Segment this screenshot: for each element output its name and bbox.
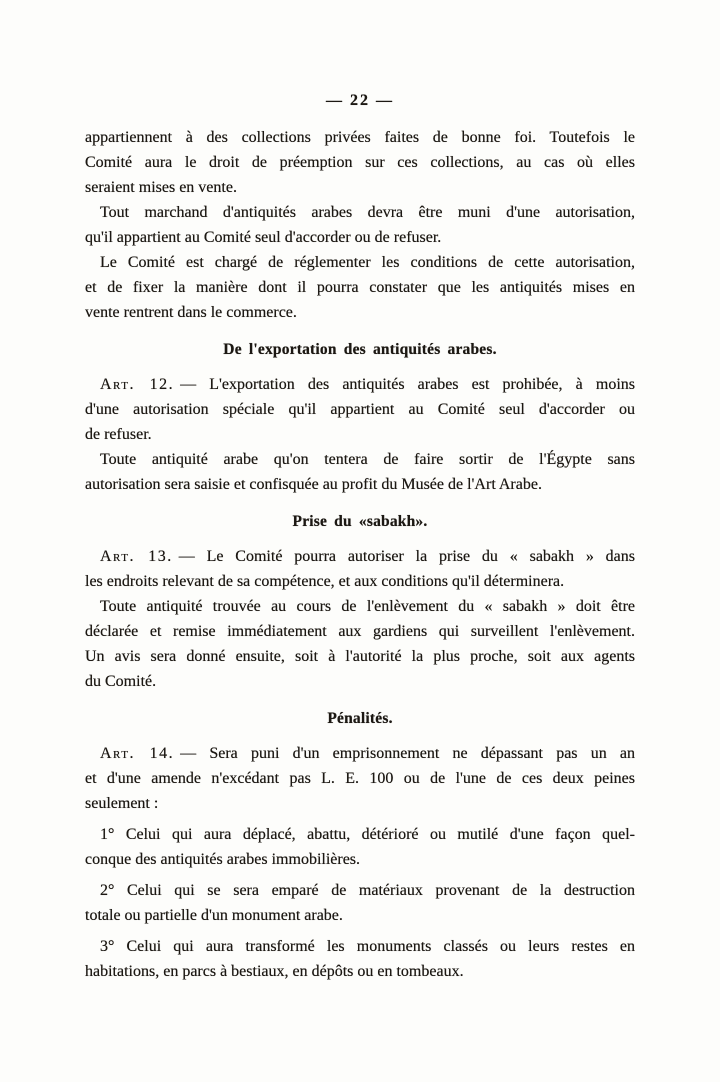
text-line: habitations, en parcs à bestiaux, en dépôts ou en tombeaux. bbox=[85, 963, 464, 980]
heading-penalites: Pénalités. bbox=[327, 710, 393, 727]
text-line-rest: — Le Comité pourra autoriser la prise du « sabakh » dans bbox=[178, 548, 636, 565]
text-line: Toute antiquité trouvée au cours de l'enlèvement du « sabakh » doit être bbox=[100, 598, 635, 615]
paragraph-collections bbox=[85, 125, 635, 200]
text-line bbox=[85, 741, 635, 766]
text-line: vente rentrent dans le commerce. bbox=[85, 304, 297, 321]
text-line: Comité aura le droit de préemption sur ces collections, au cas où elles bbox=[85, 154, 635, 171]
text-line: Un avis sera donné ensuite, soit à l'autorité la plus proche, soit aux agents bbox=[85, 648, 635, 665]
list-item-3 bbox=[85, 934, 635, 984]
text-line: déclarée et remise immédiatement aux gardiens qui surveillent l'enlèvement. bbox=[85, 623, 635, 640]
paragraph-saisie bbox=[85, 447, 635, 497]
paragraph-article-14 bbox=[85, 741, 635, 816]
paragraph-article-13 bbox=[85, 544, 635, 594]
list-item-1 bbox=[85, 822, 635, 872]
text-line bbox=[85, 544, 635, 569]
text-line: les endroits relevant de sa compétence, et aux conditions qu'il déterminera. bbox=[85, 573, 565, 590]
text-line: Tout marchand d'antiquités arabes devra être muni d'une autorisation, bbox=[100, 204, 635, 221]
text-line: de refuser. bbox=[85, 426, 152, 443]
paragraph-antiquite-trouvee bbox=[85, 594, 635, 694]
heading-exportation: De l'exportation des antiquités arabes. bbox=[223, 341, 497, 358]
text-line: Le Comité est chargé de réglementer les conditions de cette autorisation, bbox=[100, 254, 635, 271]
article-label: Art. 12. bbox=[100, 376, 175, 393]
article-label: Art. 14. bbox=[100, 745, 175, 762]
page-content bbox=[85, 125, 635, 984]
text-line-rest: — L'exportation des antiquités arabes est prohibée, à moins bbox=[180, 376, 636, 393]
paragraph-article-12 bbox=[85, 372, 635, 447]
text-line: totale ou partielle d'un monument arabe. bbox=[85, 907, 343, 924]
text-line: seraient mises en vente. bbox=[85, 179, 237, 196]
page-number: — 22 — bbox=[326, 92, 394, 109]
text-line: 1° Celui qui aura déplacé, abattu, détérioré ou mutilé d'une façon quel- bbox=[100, 826, 635, 843]
text-line: d'une autorisation spéciale qu'il appartient au Comité seul d'accorder ou bbox=[85, 401, 635, 418]
text-line: autorisation sera saisie et confisquée au profit du Musée de l'Art Arabe. bbox=[85, 476, 542, 493]
article-label: Art. 13. bbox=[100, 548, 173, 565]
text-line: qu'il appartient au Comité seul d'accorder ou de refuser. bbox=[85, 229, 442, 246]
text-line bbox=[85, 372, 635, 397]
text-line: 2° Celui qui se sera emparé de matériaux provenant de la destruction bbox=[100, 882, 635, 899]
list-item-2 bbox=[85, 878, 635, 928]
text-line: Toute antiquité arabe qu'on tentera de faire sortir de l'Égypte sans bbox=[100, 451, 635, 468]
paragraph-marchand bbox=[85, 200, 635, 250]
text-line: et d'une amende n'excédant pas L. E. 100 ou de l'une de ces deux peines bbox=[85, 770, 635, 787]
text-line: conque des antiquités arabes immobilières. bbox=[85, 851, 361, 868]
paragraph-reglementation bbox=[85, 250, 635, 325]
text-line: appartiennent à des collections privées faites de bonne foi. Toutefois le bbox=[85, 129, 635, 146]
text-line: et de fixer la manière dont il pourra constater que les antiquités mises en bbox=[85, 279, 635, 296]
text-line: seulement : bbox=[85, 795, 159, 812]
text-line: du Comité. bbox=[85, 673, 157, 690]
text-line: 3° Celui qui aura transformé les monuments classés ou leurs restes en bbox=[100, 938, 635, 955]
heading-sabakh: Prise du «sabakh». bbox=[292, 513, 428, 530]
text-line-rest: — Sera puni d'un emprisonnement ne dépassant pas un an bbox=[180, 745, 636, 762]
